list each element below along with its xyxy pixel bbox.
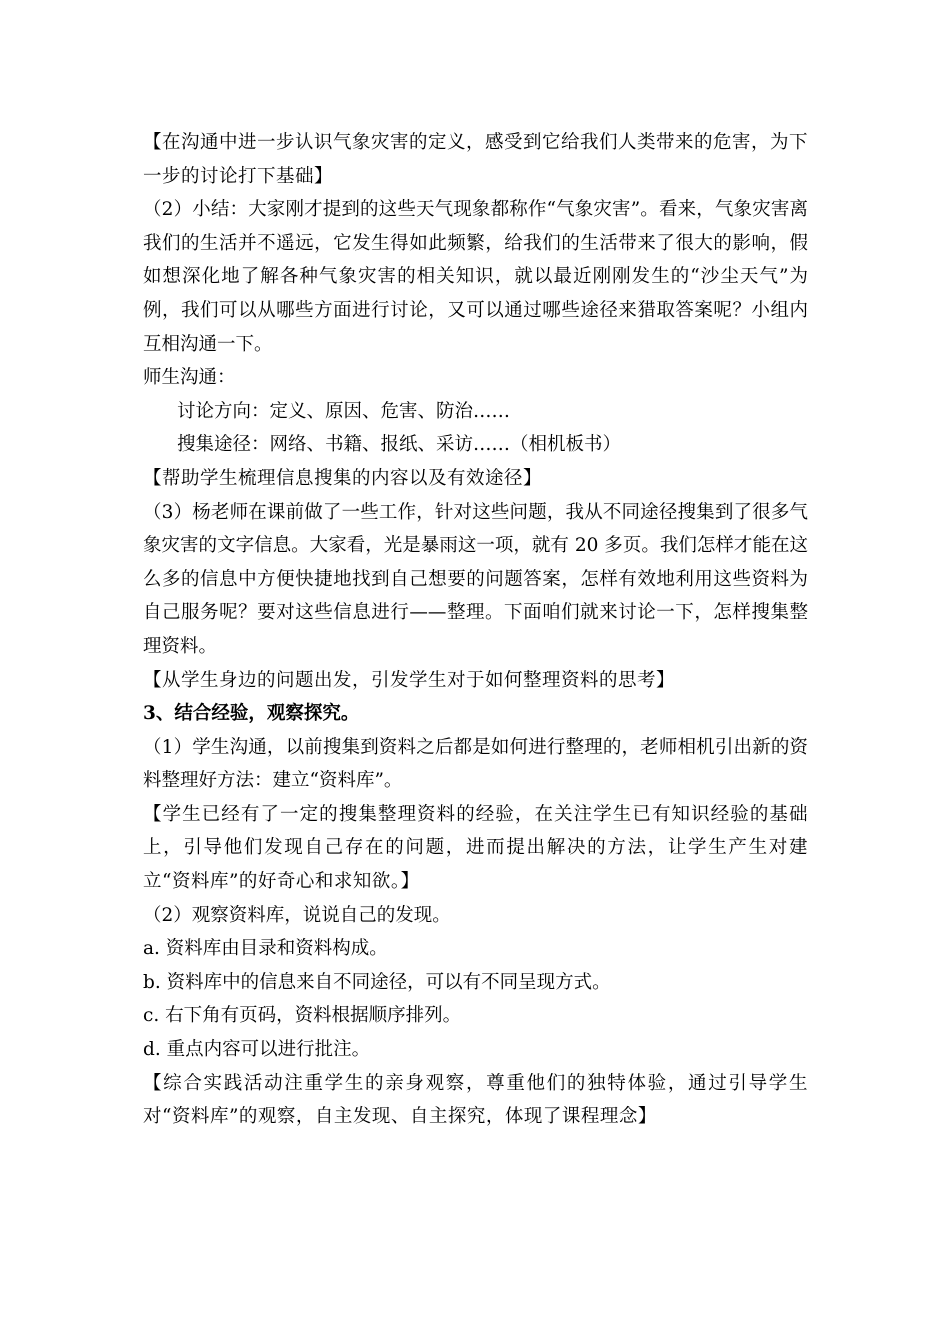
list-item: b. 资料库中的信息来自不同途径，可以有不同呈现方式。 [143, 971, 611, 993]
list-item: a. 资料库由目录和资料构成。 [143, 938, 388, 960]
observe-database-paragraph: （2）观察资料库，说说自己的发现。 [143, 904, 451, 926]
design-note: 【从学生身边的问题出发，引发学生对于如何整理资料的思考】 [143, 669, 676, 691]
design-note: 【学生已经有了一定的搜集整理资料的经验，在关注学生已有知识经验的基础上，引导他们发现自己存在的问题，进而提出解决的方法，让学生产生对建立“资料库”的好奇心和求知欲。】 [143, 803, 808, 893]
design-note: 【在沟通中进一步认识气象灾害的定义，感受到它给我们人类带来的危害，为下一步的讨论打下基础】 [143, 132, 809, 187]
student-communication-paragraph: （1）学生沟通，以前搜集到资料之后都是如何进行整理的，老师相机引出新的资料整理好方法：建立“资料库”。 [143, 736, 808, 792]
collection-channels: 搜集途径：网络、书籍、报纸、采访……（相机板书） [177, 434, 622, 456]
document-page [143, 126, 808, 1134]
teacher-work-paragraph: （3）杨老师在课前做了一些工作，针对这些问题，我从不同途径搜集到了很多气象灾害的文字信息。大家看，光是暴雨这一项，就有 20 多页。我们怎样才能在这么多的信息中方便快捷地找到自己想要的问题答案，怎样有效地利用这些资料为自己服务呢？要对这些信息进行——整理。下面咱们就来讨论一下，怎样搜集整理资料。 [143, 501, 808, 657]
list-item: c. 右下角有页码，资料根据顺序排列。 [143, 1005, 462, 1027]
section-heading: 3、结合经验，观察探究。 [143, 703, 360, 725]
design-note: 【帮助学生梳理信息搜集的内容以及有效途径】 [143, 467, 543, 489]
discussion-label: 师生沟通： [143, 367, 236, 389]
design-note: 【综合实践活动注重学生的亲身观察，尊重他们的独特体验，通过引导学生对“资料库”的观察，自主发现、自主探究，体现了课程理念】 [143, 1072, 808, 1128]
discussion-directions: 讨论方向：定义、原因、危害、防治…… [177, 400, 511, 422]
summary-paragraph: （2）小结：大家刚才提到的这些天气现象都称作“气象灾害”。看来，气象灾害离我们的生活并不遥远，它发生得如此频繁，给我们的生活带来了很大的影响，假如想深化地了解各种气象灾害的相关知识，就以最近刚刚发生的“沙尘天气”为例，我们可以从哪些方面进行讨论，又可以通过哪些途径来猎取答案呢？小组内互相沟通一下。 [143, 199, 808, 355]
list-item: d. 重点内容可以进行批注。 [143, 1039, 371, 1061]
